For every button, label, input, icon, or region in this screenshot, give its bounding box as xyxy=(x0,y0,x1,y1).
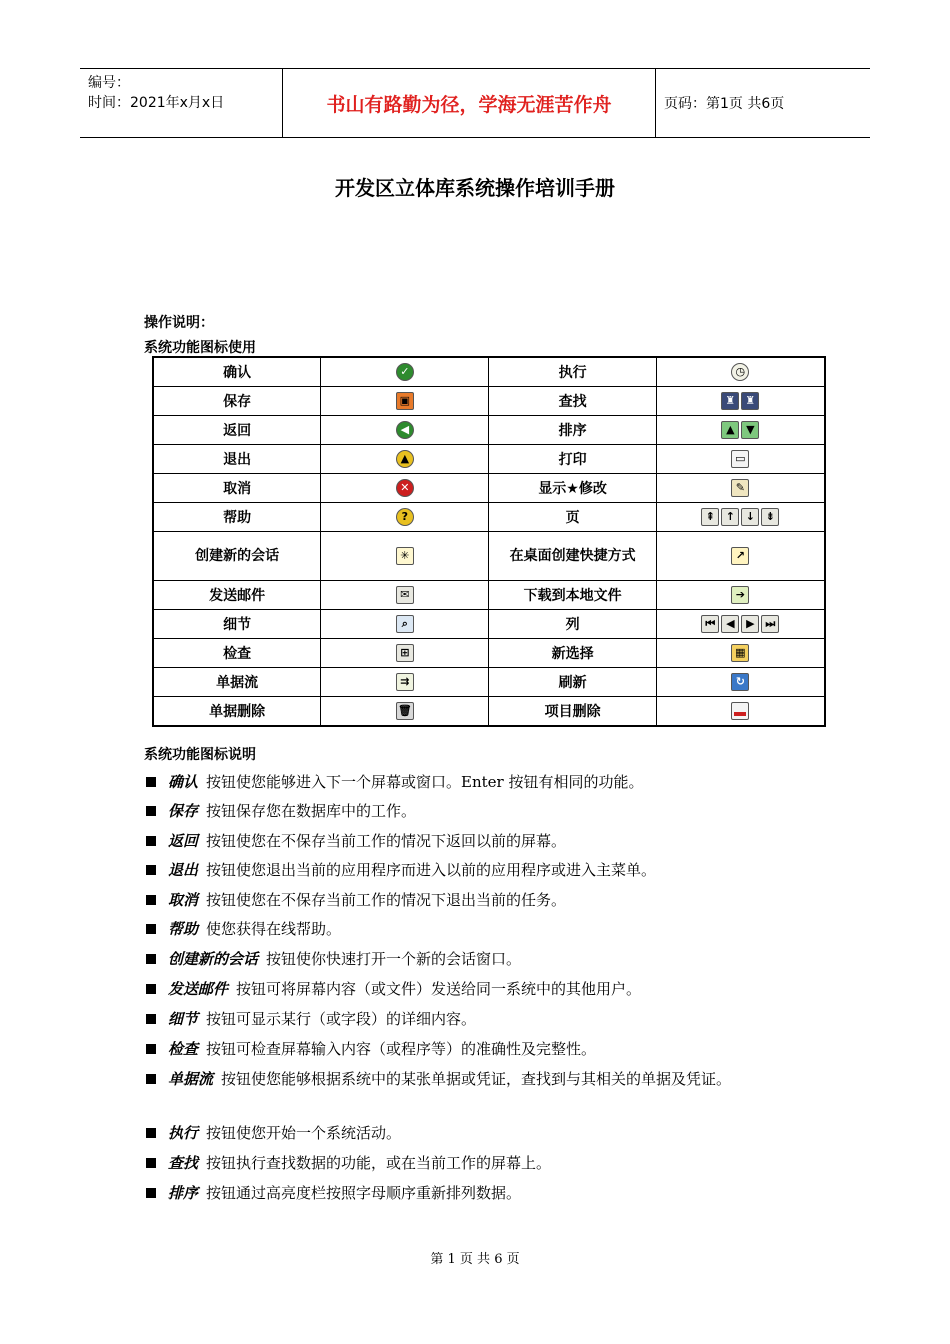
list-item: 细节 按钮可显示某行（或字段）的详细内容。 xyxy=(146,1008,806,1030)
icon-label: 在桌面创建快捷方式 xyxy=(489,532,656,581)
icon-label: 排序 xyxy=(489,416,656,445)
icon-label: 确认 xyxy=(153,357,321,387)
icon-label: 执行 xyxy=(489,357,656,387)
header-meta xyxy=(88,73,224,113)
document-title: 开发区立体库系统操作培训手册 xyxy=(335,176,615,200)
icon-label: 帮助 xyxy=(153,503,321,532)
section-icons-use: 系统功能图标使用 xyxy=(144,340,256,356)
list-item: 帮助 使您获得在线帮助。 xyxy=(146,918,806,940)
next-page-icon: ↓ xyxy=(741,508,759,526)
display-change-pencil-icon: ✎ xyxy=(731,479,749,497)
next-column-icon: ▶ xyxy=(741,615,759,633)
list-item: 查找 按钮执行查找数据的功能，或在当前工作的屏幕上。 xyxy=(146,1152,806,1174)
header-number: 编号： xyxy=(88,75,130,91)
icon-label: 检查 xyxy=(153,639,321,668)
back-arrow-icon: ◀ xyxy=(396,421,414,439)
list-item: 排序 按钮通过高亮度栏按照字母顺序重新排列数据。 xyxy=(146,1182,806,1204)
list-item: 确认 按钮使您能够进入下一个屏幕或窗口。Enter 按钮有相同的功能。 xyxy=(146,771,806,793)
cancel-x-icon: ✕ xyxy=(396,479,414,497)
icon-label: 打印 xyxy=(489,445,656,474)
bullet-square-icon xyxy=(146,1188,156,1198)
icon-label: 下载到本地文件 xyxy=(489,581,656,610)
delete-item-icon xyxy=(731,702,749,720)
bullet-square-icon xyxy=(146,954,156,964)
table-row xyxy=(153,357,825,387)
icon-label: 发送邮件 xyxy=(153,581,321,610)
icon-label: 退出 xyxy=(153,445,321,474)
table-row xyxy=(153,416,825,445)
save-disk-icon: ▣ xyxy=(396,392,414,410)
list-item: 执行 按钮使您开始一个系统活动。 xyxy=(146,1122,806,1144)
sort-descending-icon: ▼ xyxy=(741,421,759,439)
list-item: 返回 按钮使您在不保存当前工作的情况下返回以前的屏幕。 xyxy=(146,830,806,852)
desktop-shortcut-icon: ↗ xyxy=(731,547,749,565)
bullet-square-icon xyxy=(146,1128,156,1138)
bullet-square-icon xyxy=(146,1044,156,1054)
header-motto: 书山有路勤为径，学海无涯苦作舟 xyxy=(282,69,656,137)
bullet-square-icon xyxy=(146,1014,156,1024)
previous-page-icon: ↑ xyxy=(721,508,739,526)
bullet-square-icon xyxy=(146,895,156,905)
page-header xyxy=(80,68,870,138)
page-footer: 第 1 页 共 6 页 xyxy=(430,1252,520,1267)
section-icons-desc: 系统功能图标说明 xyxy=(144,747,256,763)
list-item: 单据流 按钮使您能够根据系统中的某张单据或凭证，查找到与其相关的单据及凭证。 xyxy=(146,1068,806,1090)
icon-label: 项目删除 xyxy=(489,697,656,727)
icon-label: 页 xyxy=(489,503,656,532)
icon-label: 查找 xyxy=(489,387,656,416)
section-operation: 操作说明： xyxy=(144,315,214,331)
table-row xyxy=(153,610,825,639)
trash-delete-icon: 🗑 xyxy=(396,702,414,720)
bullet-square-icon xyxy=(146,836,156,846)
last-column-icon: ⏭ xyxy=(761,615,779,633)
checkmark-icon: ✓ xyxy=(396,363,414,381)
list-item: 取消 按钮使您在不保存当前工作的情况下退出当前的任务。 xyxy=(146,889,806,911)
icon-label: 细节 xyxy=(153,610,321,639)
icon-table xyxy=(152,356,826,727)
download-file-icon: ➔ xyxy=(731,586,749,604)
refresh-icon: ↻ xyxy=(731,673,749,691)
table-row xyxy=(153,668,825,697)
bullet-square-icon xyxy=(146,924,156,934)
first-page-icon: ⇞ xyxy=(701,508,719,526)
find-next-icon: ♜ xyxy=(741,392,759,410)
send-mail-icon: ✉ xyxy=(396,586,414,604)
icon-label: 刷新 xyxy=(489,668,656,697)
last-page-icon: ⇟ xyxy=(761,508,779,526)
list-item: 创建新的会话 按钮使你快速打开一个新的会话窗口。 xyxy=(146,948,806,970)
previous-column-icon: ◀ xyxy=(721,615,739,633)
bullet-square-icon xyxy=(146,1158,156,1168)
icon-label: 显示★修改 xyxy=(489,474,656,503)
table-row xyxy=(153,387,825,416)
table-row xyxy=(153,581,825,610)
sort-ascending-icon: ▲ xyxy=(721,421,739,439)
list-item: 退出 按钮使您退出当前的应用程序而进入以前的应用程序或进入主菜单。 xyxy=(146,859,806,881)
detail-magnifier-icon: ⌕ xyxy=(396,615,414,633)
new-session-icon: ✳ xyxy=(396,547,414,565)
find-binoculars-icon: ♜ xyxy=(721,392,739,410)
icon-label: 列 xyxy=(489,610,656,639)
icon-label: 返回 xyxy=(153,416,321,445)
print-icon: ▭ xyxy=(731,450,749,468)
icon-label: 创建新的会话 xyxy=(153,532,321,581)
exit-up-arrow-icon: ▲ xyxy=(396,450,414,468)
table-row xyxy=(153,697,825,727)
icon-label: 新选择 xyxy=(489,639,656,668)
table-row xyxy=(153,532,825,581)
icon-label: 取消 xyxy=(153,474,321,503)
table-row xyxy=(153,474,825,503)
document-flow-icon: ⇉ xyxy=(396,673,414,691)
icon-label: 单据流 xyxy=(153,668,321,697)
header-page-info: 页码：第1页 共6页 xyxy=(664,96,785,112)
icon-label: 保存 xyxy=(153,387,321,416)
list-item: 发送邮件 按钮可将屏幕内容（或文件）发送给同一系统中的其他用户。 xyxy=(146,978,806,1000)
bullet-square-icon xyxy=(146,984,156,994)
bullet-square-icon xyxy=(146,806,156,816)
bullet-square-icon xyxy=(146,777,156,787)
execute-clock-icon: ◷ xyxy=(731,363,749,381)
icon-label: 单据删除 xyxy=(153,697,321,727)
list-item: 检查 按钮可检查屏幕输入内容（或程序等）的准确性及完整性。 xyxy=(146,1038,806,1060)
first-column-icon: ⏮ xyxy=(701,615,719,633)
bullet-square-icon xyxy=(146,1074,156,1084)
bullet-square-icon xyxy=(146,865,156,875)
list-item: 保存 按钮保存您在数据库中的工作。 xyxy=(146,800,806,822)
table-row xyxy=(153,639,825,668)
check-hierarchy-icon: ⊞ xyxy=(396,644,414,662)
table-row xyxy=(153,503,825,532)
new-selection-icon: ▦ xyxy=(731,644,749,662)
header-time: 时间：2021年x月x日 xyxy=(88,95,225,111)
table-row xyxy=(153,445,825,474)
help-question-icon: ? xyxy=(396,508,414,526)
